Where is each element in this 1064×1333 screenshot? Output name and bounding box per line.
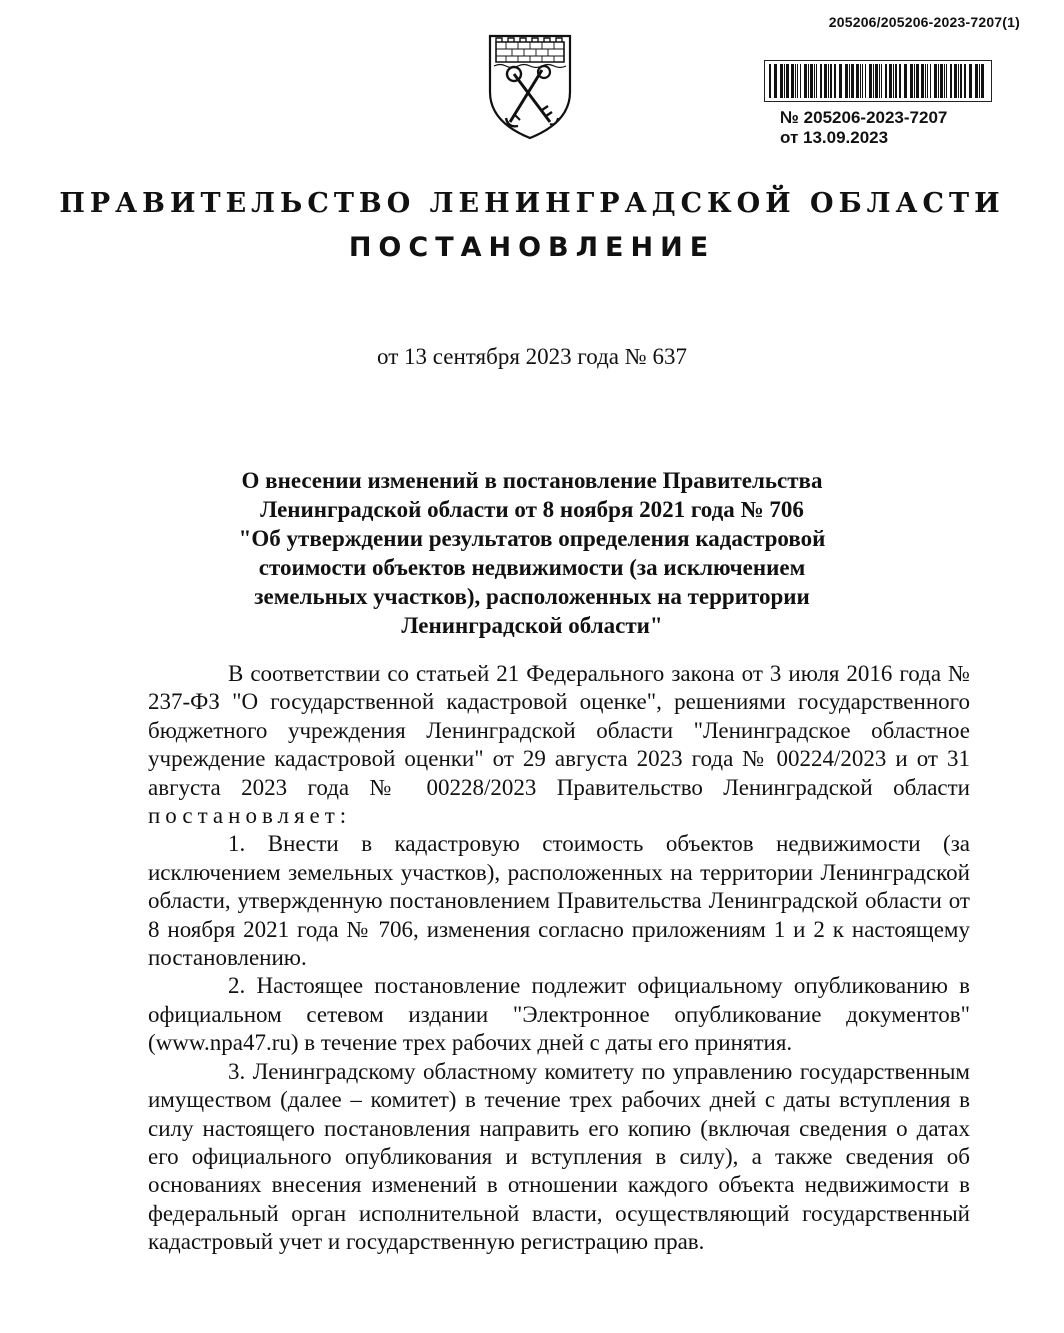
- subject-line: Ленинградской области от 8 ноября 2021 года № 706: [260, 497, 804, 522]
- barcode-bar: [889, 64, 892, 98]
- barcode-bar: [849, 64, 850, 98]
- clause-3: 3. Ленинградскому областному комитету по управлению государственным имуществом (далее – комитет) в течение трех рабочих дней с даты вступления в силу настоящего постановления направить его копию (включая сведения о датах его официального опубликования и вступления в силу), а также сведения об основаниях внесения изменений в отношении каждого объекта недвижимости в федеральный орган исполнительной власти, осуществляющий государственный кадастровый учет и государственную регистрацию прав.: [148, 1058, 970, 1255]
- barcode-bar: [810, 64, 813, 98]
- barcode-bar: [816, 64, 817, 98]
- barcode-bar: [899, 64, 901, 98]
- barcode-bar: [938, 64, 939, 98]
- barcode-bar: [865, 64, 866, 98]
- barcode-bar: [879, 64, 880, 98]
- barcode-bar: [860, 64, 861, 98]
- barcode-bar: [797, 64, 798, 98]
- barcode-bar: [774, 64, 777, 98]
- barcode-bar: [804, 64, 807, 98]
- preamble-paragraph: [148, 660, 970, 830]
- barcode-bar: [834, 64, 836, 98]
- barcode-bar: [910, 64, 913, 98]
- barcode-bar: [893, 64, 894, 98]
- barcode-bar: [950, 64, 952, 98]
- barcode-bar: [940, 64, 943, 98]
- registration-stamp: [760, 60, 1000, 148]
- clause-1: 1. Внести в кадастровую стоимость объектов недвижимости (за исключением земельных участков), расположенных на территории Ленинградской области, утвержденную постановлением Правительства Ленинградской области от 8 ноября 2021 года № 706, изменения согласно приложениям 1 и 2 к настоящему постановлению.: [148, 831, 970, 971]
- barcode-bar: [958, 64, 959, 98]
- barcode-bar: [830, 64, 832, 98]
- barcode-bar: [925, 64, 926, 98]
- barcode-bar: [786, 64, 789, 98]
- registration-number: № 205206-2023-7207: [780, 108, 948, 127]
- preamble-text: В соответствии со статьей 21 Федерального закона от 3 июля 2016 года № 237-ФЗ "О государственной кадастровой оценке", решениями государственного бюджетного учреждения Ленинградской области "Ленинградское областное учреждение кадастровой оценки" от 29 августа 2023 года № 00224/2023 и от 31 августа 2023 года № 00228/2023 Правительство Ленинградской области: [148, 661, 970, 800]
- document-type-title: ПОСТАНОВЛЕНИЕ: [348, 232, 716, 263]
- barcode-bar: [921, 64, 924, 98]
- barcode-bar: [881, 64, 882, 98]
- barcode-bar: [916, 64, 919, 98]
- barcode-bar: [981, 64, 984, 98]
- leningrad-oblast-coat-of-arms-icon: [484, 30, 576, 142]
- barcode-bar: [795, 64, 796, 98]
- barcode-bar: [904, 64, 907, 98]
- barcode-bar: [885, 64, 887, 98]
- barcode-bar: [875, 64, 878, 98]
- decree-body: [148, 660, 970, 1257]
- barcode-bar: [800, 64, 801, 98]
- barcode-bar: [862, 64, 863, 98]
- barcode-bar: [869, 64, 872, 98]
- barcode-bar: [851, 64, 854, 98]
- barcode-bar: [808, 64, 809, 98]
- barcode-bar: [895, 64, 897, 98]
- barcode-bar: [814, 64, 815, 98]
- clause-2: 2. Настоящее постановление подлежит официальному опубликованию в официальном сетевом издании "Электронное опубликование документов" (www.npa47.ru) в течение трех рабочих дней с даты его принятия.: [148, 973, 970, 1056]
- barcode-bar: [969, 64, 972, 98]
- document-id: 205206/205206-2023-7207(1): [828, 14, 1020, 30]
- barcode-bar: [927, 64, 928, 98]
- barcode-bar: [930, 64, 931, 98]
- barcode-bar: [780, 64, 783, 98]
- barcode-bar: [914, 64, 915, 98]
- subject-line: Ленинградской области": [401, 613, 663, 638]
- barcode-bar: [784, 64, 785, 98]
- subject-line: "Об утверждении результатов определения кадастровой: [238, 526, 826, 551]
- barcode-bar: [873, 64, 874, 98]
- barcode-bar: [791, 64, 794, 98]
- barcode-bar: [954, 64, 957, 98]
- barcode-bar: [934, 64, 937, 98]
- decree-date: от 13 сентября 2023 года № 637: [377, 344, 687, 369]
- barcode-bar: [839, 64, 842, 98]
- barcode-bar: [828, 64, 829, 98]
- barcode-bar: [964, 64, 966, 98]
- barcode-bar: [946, 64, 947, 98]
- barcode-bar: [975, 64, 978, 98]
- barcode-bar: [820, 64, 822, 98]
- barcode-bar: [769, 64, 771, 98]
- subject-line: стоимости объектов недвижимости (за исключением: [258, 555, 806, 580]
- resolves-word: постановляет:: [148, 803, 352, 829]
- barcode-bar: [845, 64, 848, 98]
- decree-subject: [200, 466, 864, 640]
- barcode-bar: [960, 64, 962, 98]
- barcode-bar: [944, 64, 945, 98]
- barcode: [764, 60, 992, 102]
- subject-line: О внесении изменений в постановление Правительства: [241, 468, 823, 493]
- barcode-bar: [856, 64, 859, 98]
- barcode-bar: [824, 64, 827, 98]
- registration-date: от 13.09.2023: [780, 128, 889, 147]
- government-title: ПРАВИТЕЛЬСТВО ЛЕНИНГРАДСКОЙ ОБЛАСТИ: [59, 188, 1005, 219]
- subject-line: земельных участков), расположенных на территории: [254, 584, 810, 609]
- barcode-bar: [979, 64, 980, 98]
